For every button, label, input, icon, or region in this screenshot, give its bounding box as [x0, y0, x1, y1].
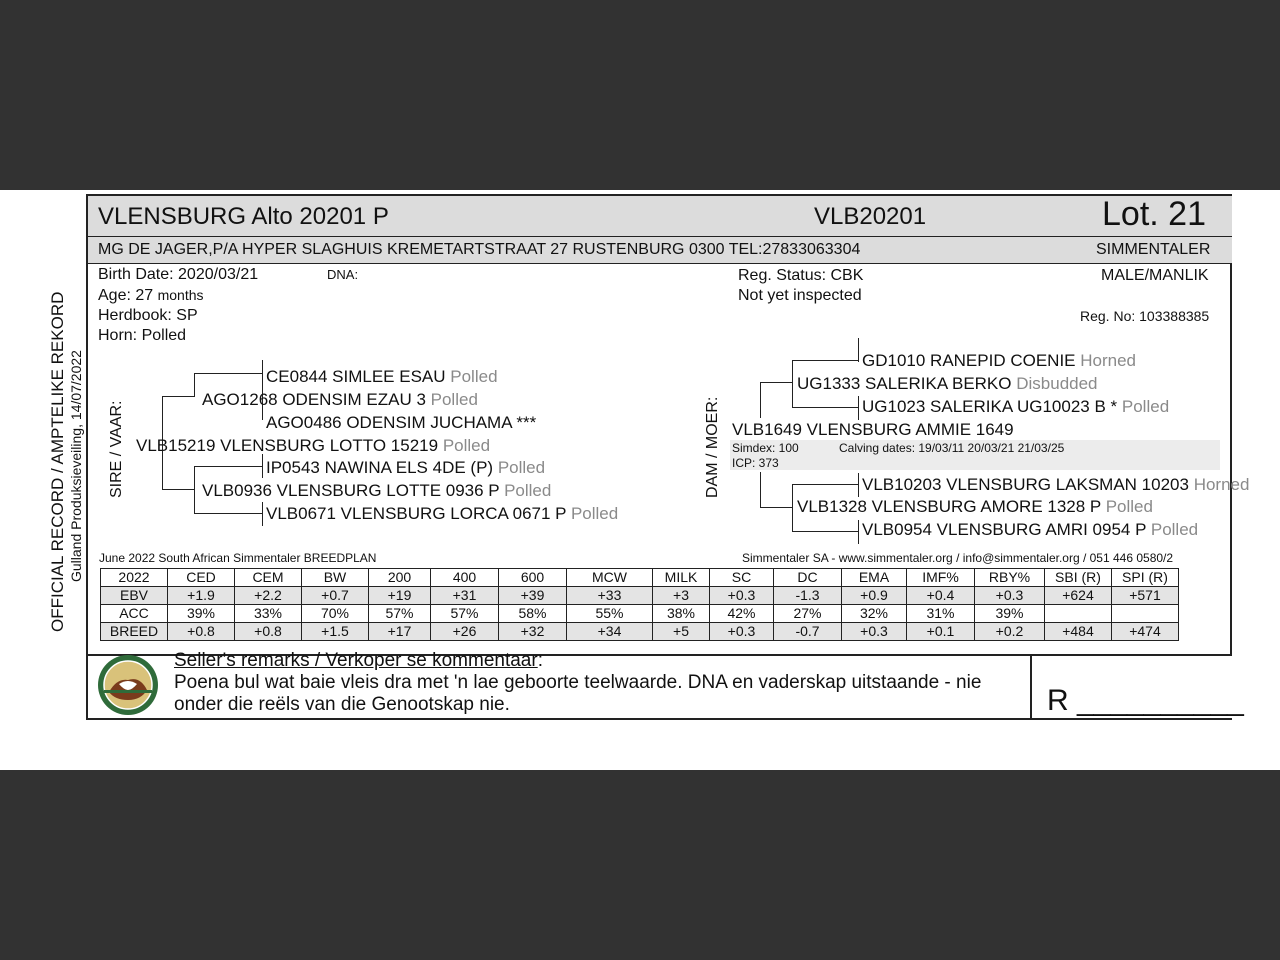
reg-number: Reg. No: 103388385	[1080, 308, 1210, 324]
ebv-breed-cell: -0.7	[774, 623, 842, 641]
ebv-header-cell: 200	[369, 569, 431, 587]
ebv-acc-cell: 57%	[369, 605, 431, 623]
dam-gd-dam-name: VLB0954 VLENSBURG AMRI 0954 P	[862, 520, 1147, 539]
dam-gd-sire-name: VLB10203 VLENSBURG LAKSMAN 10203	[862, 475, 1189, 494]
ebv-acc-cell	[1045, 605, 1112, 623]
society-contact: Simmentaler SA - www.simmentaler.org / info@simmentaler.org / 051 446 0580/2	[742, 551, 1174, 565]
sire-gd-sire-name: IP0543 NAWINA ELS 4DE (P)	[266, 458, 494, 477]
ebv-header-cell: MILK	[653, 569, 710, 587]
dam-gs-dam	[862, 397, 1169, 417]
ebv-header-cell: DC	[774, 569, 842, 587]
ebv-acc-cell: 33%	[235, 605, 302, 623]
breed-label: SIMMENTALER	[1096, 241, 1211, 258]
ebv-acc-cell: 55%	[567, 605, 653, 623]
ebv-header-cell: EMA	[842, 569, 907, 587]
remarks-line-1: Poena bul wat baie vleis dra met 'n lae geboorte teelwaarde. DNA en vaderskap uitstaande - nie	[174, 672, 982, 693]
sire-gd-sire-horn: Polled	[497, 458, 546, 477]
sire-gg-sire-name: CE0844 SIMLEE ESAU	[266, 367, 446, 386]
dam-icp: ICP: 373	[732, 456, 779, 470]
age-value: Age: 27	[98, 287, 154, 304]
sire-gg-sire	[266, 367, 498, 387]
ebv-header-row	[101, 569, 1179, 587]
ebv-ebv-cell: +1.9	[168, 587, 235, 605]
ebv-ebv-cell: +0.7	[302, 587, 369, 605]
sire-horn: Polled	[442, 436, 491, 455]
ebv-acc-cell: 39%	[975, 605, 1045, 623]
ebv-header-cell: 600	[499, 569, 567, 587]
sire-granddam	[202, 481, 551, 501]
remarks-heading: Seller's remarks / Verkoper se kommentaar:	[174, 650, 543, 671]
ebv-breed-cell: +0.8	[168, 623, 235, 641]
pedigree-sheet	[0, 190, 1280, 770]
remarks-heading-text: Seller's remarks / Verkoper se kommentaar	[174, 650, 538, 671]
ebv-ebv-cell: +0.9	[842, 587, 907, 605]
ebv-ebv-cell: +624	[1045, 587, 1112, 605]
ebv-acc-row	[101, 605, 1179, 623]
ebv-acc-cell: 58%	[499, 605, 567, 623]
ebv-header-cell: SPI (R)	[1112, 569, 1179, 587]
ebv-breed-cell: +0.1	[907, 623, 975, 641]
owner-address: MG DE JAGER,P/A HYPER SLAGHUIS KREMETARTSTRAAT 27 RUSTENBURG 0300 TEL:27833063304	[98, 241, 861, 258]
ebv-breed-cell: +0.8	[235, 623, 302, 641]
ebv-acc-cell: 32%	[842, 605, 907, 623]
ebv-header-cell: IMF%	[907, 569, 975, 587]
ebv-header-cell: 400	[431, 569, 499, 587]
dam-gd-dam-horn: Polled	[1150, 520, 1199, 539]
ebv-breed-cell: +0.3	[842, 623, 907, 641]
ebv-acc-cell: 57%	[431, 605, 499, 623]
ebv-header-cell: MCW	[567, 569, 653, 587]
ebv-ebv-cell: +2.2	[235, 587, 302, 605]
ebv-acc-cell: 38%	[653, 605, 710, 623]
ebv-ebv-cell: +0.3	[975, 587, 1045, 605]
ebv-acc-cell	[1112, 605, 1179, 623]
dam-grandsire	[797, 374, 1098, 394]
dam	[732, 420, 1014, 440]
ebv-ebv-row	[101, 587, 1179, 605]
ebv-header-cell: BW	[302, 569, 369, 587]
ebv-ebv-cell: +31	[431, 587, 499, 605]
reg-status: Reg. Status: CBK	[738, 267, 864, 284]
dam-calving-dates: Calving dates: 19/03/11 20/03/21 21/03/25	[839, 441, 1065, 455]
birth-date: Birth Date: 2020/03/21	[98, 266, 259, 283]
ebv-breed-cell: +484	[1045, 623, 1112, 641]
ebv-header-cell: SBI (R)	[1045, 569, 1112, 587]
sire-label: SIRE / VAAR:	[108, 400, 125, 498]
remarks-line-2: onder die reëls van die Genootskap nie.	[174, 694, 510, 715]
sire-gd-sire	[266, 458, 545, 478]
animal-code: VLB20201	[814, 203, 927, 230]
sire-gd-dam-horn: Polled	[570, 504, 619, 523]
ebv-breed-cell: +26	[431, 623, 499, 641]
ebv-acc-cell: 42%	[710, 605, 774, 623]
ebv-ebv-cell: +19	[369, 587, 431, 605]
auction-label: Gulland Produksieveiling, 14/07/2022	[68, 350, 84, 582]
dam-grandsire-horn: Disbudded	[1016, 374, 1098, 393]
sire-grandsire	[202, 390, 478, 410]
lot-number: Lot. 21	[1102, 195, 1206, 233]
ebv-ebv-cell: -1.3	[774, 587, 842, 605]
dam-label: DAM / MOER:	[704, 396, 721, 498]
price-field[interactable]: R __________	[1047, 684, 1244, 717]
sire-grandsire-name: AGO1268 ODENSIM EZAU 3	[202, 390, 426, 409]
breedplan-caption: June 2022 South African Simmentaler BREEDPLAN	[99, 551, 377, 565]
ebv-acc-cell: 27%	[774, 605, 842, 623]
dam-gd-sire	[862, 475, 1249, 495]
dam-granddam-horn: Polled	[1105, 497, 1153, 516]
ebv-acc-cell: ACC	[101, 605, 168, 623]
dam-gs-sire	[862, 351, 1136, 371]
dam-gd-sire-horn: Horned	[1193, 475, 1250, 494]
ebv-breed-cell: +17	[369, 623, 431, 641]
ebv-table	[100, 568, 1179, 641]
ebv-ebv-cell: +0.4	[907, 587, 975, 605]
ebv-breed-row	[101, 623, 1179, 641]
sire-gd-dam-name: VLB0671 VLENSBURG LORCA 0671 P	[266, 504, 567, 523]
ebv-ebv-cell: +0.3	[710, 587, 774, 605]
ebv-breed-cell: +1.5	[302, 623, 369, 641]
ebv-ebv-cell: +3	[653, 587, 710, 605]
sire-granddam-name: VLB0936 VLENSBURG LOTTE 0936 P	[202, 481, 500, 500]
sire-gd-dam	[266, 504, 618, 524]
ebv-header-cell: CED	[168, 569, 235, 587]
ebv-header-cell: RBY%	[975, 569, 1045, 587]
ebv-header-cell: 2022	[101, 569, 168, 587]
dam-simdex: Simdex: 100	[732, 441, 799, 455]
ebv-breed-cell: +34	[567, 623, 653, 641]
sire-gg-dam	[266, 413, 536, 433]
sire	[136, 436, 490, 456]
animal-name: VLENSBURG Alto 20201 P	[98, 203, 389, 230]
official-record-label: OFFICIAL RECORD / AMPTELIKE REKORD	[48, 291, 67, 632]
dam-granddam-name: VLB1328 VLENSBURG AMORE 1328 P	[797, 497, 1101, 516]
dam-gs-sire-horn: Horned	[1080, 351, 1137, 370]
ebv-ebv-cell: EBV	[101, 587, 168, 605]
simmentaler-logo-icon	[97, 654, 159, 716]
ebv-header-cell: SC	[710, 569, 774, 587]
ebv-acc-cell: 70%	[302, 605, 369, 623]
dam-gs-dam-name: UG1023 SALERIKA UG10023 B *	[862, 397, 1118, 416]
dam-grandsire-name: UG1333 SALERIKA BERKO	[797, 374, 1012, 393]
ebv-breed-cell: +474	[1112, 623, 1179, 641]
ebv-breed-cell: BREED	[101, 623, 168, 641]
sire-gg-dam-name: AGO0486 ODENSIM JUCHAMA ***	[266, 413, 537, 432]
ebv-breed-cell: +0.3	[710, 623, 774, 641]
age-unit: months	[157, 287, 204, 303]
dam-gs-dam-horn: Polled	[1121, 397, 1170, 416]
ebv-acc-cell: 31%	[907, 605, 975, 623]
sire-gg-sire-horn: Polled	[450, 367, 498, 386]
ebv-ebv-cell: +571	[1112, 587, 1179, 605]
sire-grandsire-horn: Polled	[430, 390, 478, 409]
ebv-breed-cell: +0.2	[975, 623, 1045, 641]
dna-label: DNA:	[327, 267, 359, 282]
ebv-ebv-cell: +33	[567, 587, 653, 605]
ebv-breed-cell: +5	[653, 623, 710, 641]
ebv-ebv-cell: +39	[499, 587, 567, 605]
ebv-header-cell: CEM	[235, 569, 302, 587]
inspection-status: Not yet inspected	[738, 287, 862, 304]
horn-status: Horn: Polled	[98, 327, 187, 344]
sex-label: MALE/MANLIK	[1101, 267, 1209, 284]
ebv-acc-cell: 39%	[168, 605, 235, 623]
sire-granddam-horn: Polled	[504, 481, 552, 500]
dam-gd-dam	[862, 520, 1198, 540]
dam-granddam	[797, 497, 1153, 517]
ebv-breed-cell: +32	[499, 623, 567, 641]
sire-name: VLB15219 VLENSBURG LOTTO 15219	[136, 436, 439, 455]
dam-gs-sire-name: GD1010 RANEPID COENIE	[862, 351, 1076, 370]
dam-name: VLB1649 VLENSBURG AMMIE 1649	[732, 420, 1014, 439]
age	[98, 287, 204, 305]
herdbook: Herdbook: SP	[98, 307, 198, 324]
